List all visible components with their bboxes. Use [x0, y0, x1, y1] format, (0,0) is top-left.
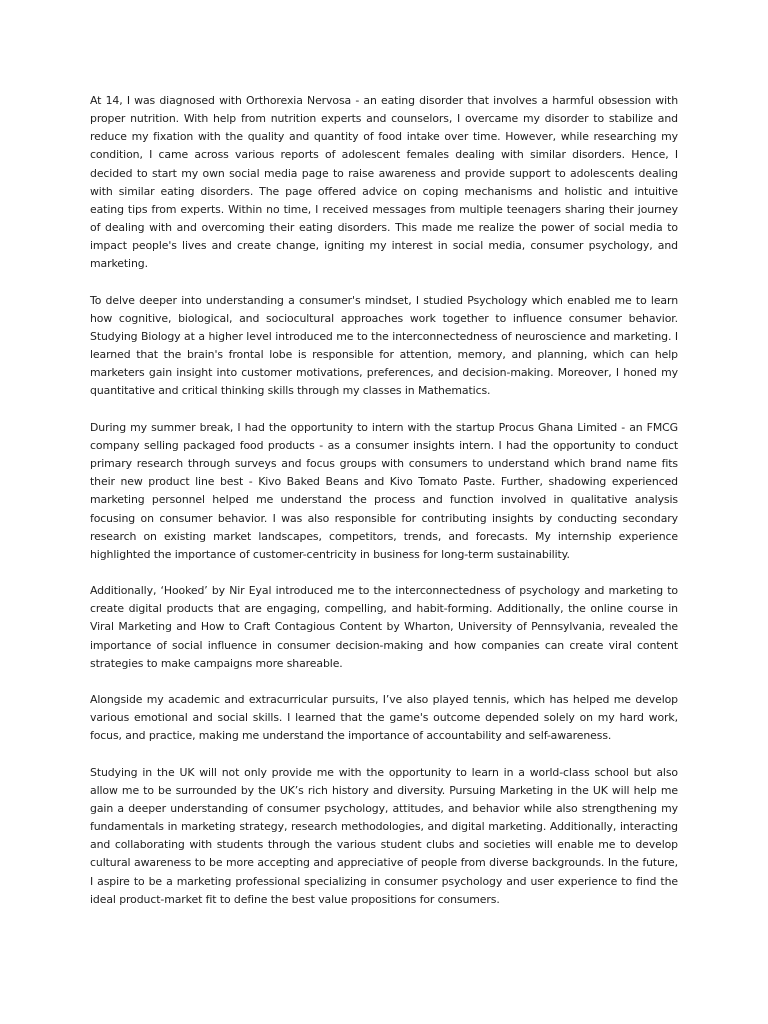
paragraph-diagnosis: At 14, I was diagnosed with Orthorexia Nervosa - an eating disorder that involves a harmful obsession with proper nutrition. With help from nutrition experts and counselors, I overcame my disorder to stabilize and reduce my fixation with the quality and quantity of food intake over time. However, while researching my condition, I came across various reports of adolescent females dealing with similar disorders. Hence, I decided to start my own social media page to raise awareness and provide support to adolescents dealing with similar eating disorders. The page offered advice on coping mechanisms and holistic and intuitive eating tips from experts. Within no time, I received messages from multiple teenagers sharing their journey of dealing with and overcoming their eating disorders. This made me realize the power of social media to impact people's lives and create change, igniting my interest in social media, consumer psychology, and marketing. — [90, 94, 678, 271]
paragraph-studies: To delve deeper into understanding a consumer's mindset, I studied Psychology which enabled me to learn how cognitive, biological, and sociocultural approaches work together to influence consumer behavior. Studying Biology at a higher level introduced me to the interconnectedness of neuroscience and marketing. I learned that the brain's frontal lobe is responsible for attention, memory, and planning, which can help marketers gain insight into customer motivations, preferences, and decision-making. Moreover, I honed my quantitative and critical thinking skills through my classes in Mathematics. — [90, 293, 678, 398]
paragraph-internship: During my summer break, I had the opportunity to intern with the startup Procus Ghana Limited - an FMCG company selling packaged food products - as a consumer insights intern. I had the opportunity to conduct primary research through surveys and focus groups with consumers to understand which brand name fits their new product line best - Kivo Baked Beans and Kivo Tomato Paste. Further, shadowing experienced marketing personnel helped me understand the process and function involved in qualitative analysis focusing on consumer behavior. I was also responsible for contributing insights by conducting secondary research on existing market landscapes, competitors, trends, and forecasts. My internship experience highlighted the importance of customer-centricity in business for long-term sustainability. — [90, 420, 678, 561]
paragraph-uk-study: Studying in the UK will not only provide me with the opportunity to learn in a world-class school but also allow me to be surrounded by the UK’s rich history and diversity. Pursuing Marketing in the UK will help me gain a deeper understanding of consumer psychology, attitudes, and behavior while also strengthening my fundamentals in marketing strategy, research methodologies, and digital marketing. Additionally, interacting and collaborating with students through the various student clubs and societies will enable me to develop cultural awareness to be more accepting and appreciative of people from diverse backgrounds. In the future, I aspire to be a marketing professional specializing in consumer psychology and user experience to find the ideal product-market fit to define the best value propositions for consumers. — [90, 765, 678, 906]
paragraph-tennis: Alongside my academic and extracurricular pursuits, I’ve also played tennis, which has helped me develop various emotional and social skills. I learned that the game's outcome depended solely on my hard work, focus, and practice, making me understand the importance of accountability and self-awareness. — [90, 693, 678, 743]
paragraph-reading: Additionally, ‘Hooked’ by Nir Eyal introduced me to the interconnectedness of psychology and marketing to create digital products that are engaging, compelling, and habit-forming. Additionally, the online course in Viral Marketing and How to Craft Contagious Content by Wharton, University of Pennsylvania, revealed the importance of social influence in consumer decision-making and how companies can create viral content strategies to make campaigns more shareable. — [90, 584, 678, 670]
document-body — [90, 92, 678, 927]
